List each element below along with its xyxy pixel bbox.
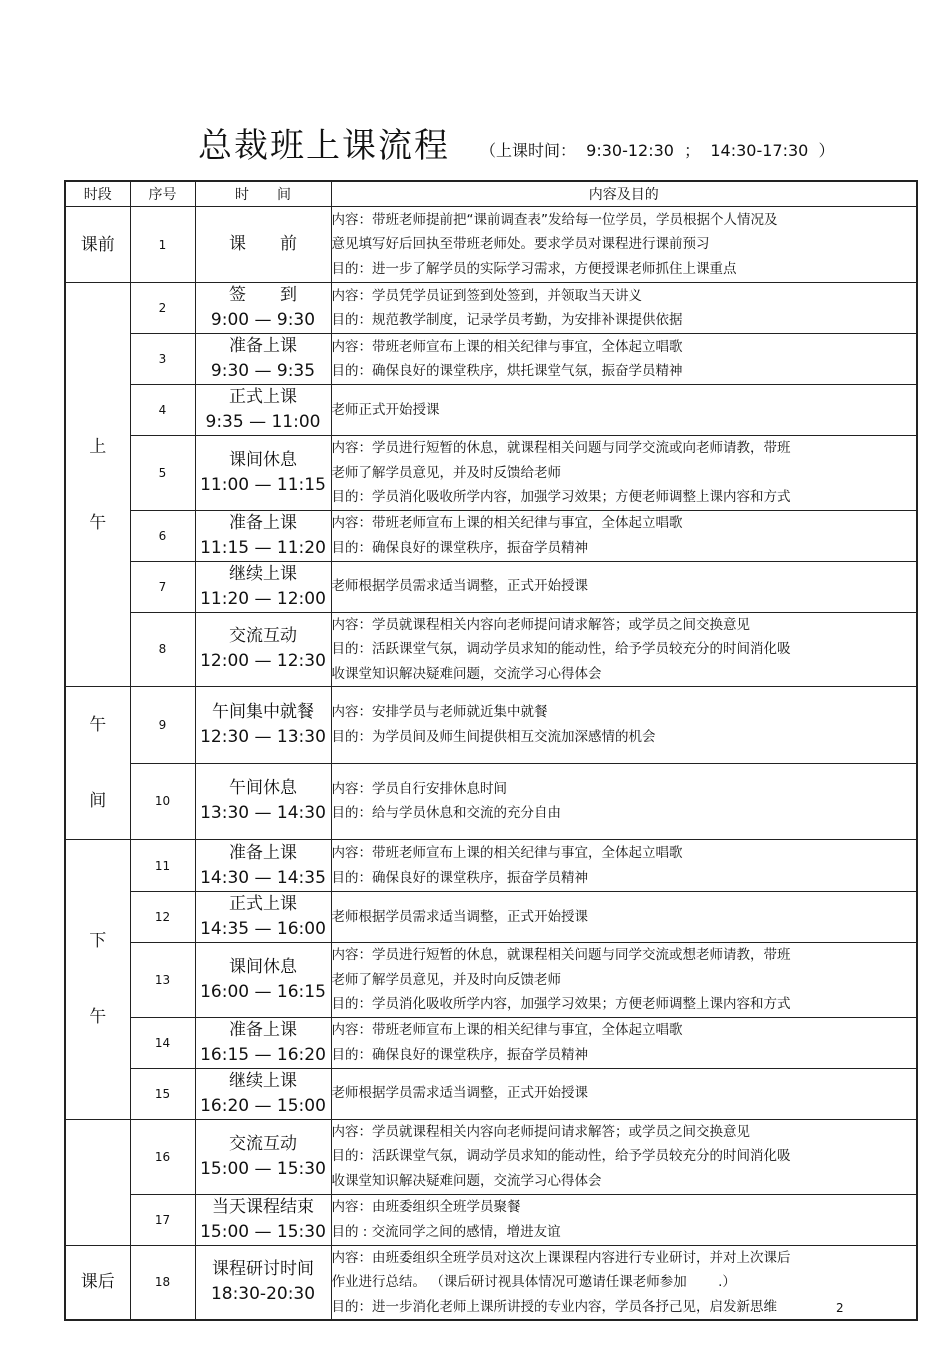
content-cell [331,283,917,334]
table-row [65,561,917,612]
content-line: 老师根据学员需求适当调整，正式开始授课 [331,1085,588,1102]
time-cell [195,1017,331,1068]
time-label: 正式上课 [229,387,297,407]
time-range: 18:30-20:30 [210,1284,316,1305]
content-line: 老师根据学员需求适当调整，正式开始授课 [331,908,588,925]
table-row [65,436,917,511]
row-number: 12 [130,892,195,943]
content-line: 老师根据学员需求适当调整，正式开始授课 [331,578,588,595]
table-row [65,840,917,892]
content-line: 目的：确保良好的课堂秩序，烘托课堂气氛，振奋学员精神 [331,363,683,379]
time-range: 11:20 — 12:00 [200,588,326,609]
segment-afternoon [65,840,130,1120]
content-line: 内容：带班老师宣布上课的相关纪律与事宜，全体起立唱歌 [331,338,683,355]
content-line: 目的：确保良好的课堂秩序，振奋学员精神 [331,869,588,886]
segment-char: 午 [89,512,107,533]
table-row [65,892,917,943]
time-range: 9:00 — 9:30 [210,310,316,330]
header-content: 内容及目的 [331,181,917,207]
row-number: 9 [130,687,195,764]
time-range: 14:30 — 14:35 [200,867,326,888]
time-range: 15:00 — 15:30 [200,1221,326,1242]
time-cell [195,612,331,687]
content-cell [331,1194,917,1245]
content-cell [331,840,917,892]
content-line: 内容：学员进行短暂的休息，就课程相关问题与同学交流或想老师请教，带班 [331,947,791,963]
time-cell [195,1245,331,1320]
time-range: 12:00 — 12:30 [200,651,326,672]
row-number: 16 [130,1119,195,1194]
time-label: 准备上课 [229,1019,297,1040]
table-row [65,334,917,385]
segment-morning [65,283,130,687]
time-cell [195,283,331,334]
table-row [65,943,917,1018]
time-label: 当天课程结束 [212,1196,314,1217]
time-label: 准备上课 [229,336,297,356]
table-row [65,763,917,840]
time-label: 课 前 [229,234,297,254]
content-line: 目的：为学员间及师生间提供相互交流加深感情的机会 [331,728,656,745]
content-line: 内容：安排学员与老师就近集中就餐 [331,704,548,721]
row-number: 18 [130,1245,195,1320]
content-cell [331,1017,917,1068]
content-cell [331,561,917,612]
segment-char: 课前 [80,234,115,255]
content-cell [331,1119,917,1194]
content-line: 收课堂知识解决疑难问题，交流学习心得体会 [331,665,602,682]
schedule-table [64,180,918,1321]
table-row [65,385,917,436]
content-line: 意见填写好后回执至带班老师处。要求学员对课程进行课前预习 [331,236,710,253]
time-label: 正式上课 [229,894,297,914]
time-label: 继续上课 [229,563,297,584]
time-cell [195,436,331,511]
time-label: 午间休息 [229,778,297,799]
content-line: 收课堂知识解决疑难问题，交流学习心得体会 [331,1172,602,1189]
time-label: 课程研讨时间 [212,1259,314,1280]
content-cell [331,1068,917,1119]
time-range: 14:35 — 16:00 [200,919,326,939]
content-line: 目的：学员消化吸收所学内容，加强学习效果；方便老师调整上课内容和方式 [331,996,791,1012]
time-cell [195,1068,331,1119]
time-range: 16:20 — 15:00 [200,1095,326,1116]
time-label: 课间休息 [229,449,297,470]
segment-char: 课后 [80,1272,115,1293]
content-line: 目的：进一步了解学员的实际学习需求，方便授课老师抓住上课重点 [331,260,737,277]
content-line: 内容：带班老师宣布上课的相关纪律与事宜，全体起立唱歌 [331,515,683,531]
content-line: 内容：学员进行短暂的休息，就课程相关问题与同学交流或向老师请教，带班 [331,440,791,456]
content-line: 目的：活跃课堂气氛，调动学员求知的能动性，给予学员较充分的时间消化吸 [331,1148,791,1165]
content-cell [331,334,917,385]
content-line: 内容：带班老师宣布上课的相关纪律与事宜，全体起立唱歌 [331,845,683,861]
table-row [65,1194,917,1245]
time-cell [195,763,331,840]
content-line: 老师正式开始授课 [331,401,440,418]
time-label: 准备上课 [229,512,297,533]
segment-char: 午 [89,715,107,735]
segment-char: 间 [89,791,107,811]
row-number: 3 [130,334,195,385]
header-time: 时 间 [195,181,331,207]
time-label: 签 到 [229,285,297,305]
time-range: 9:35 — 11:00 [205,412,321,432]
time-range: 16:00 — 16:15 [200,981,326,1002]
table-row [65,687,917,764]
page-number: 2 [836,1301,844,1315]
time-cell [195,943,331,1018]
segment-char: 下 [89,931,107,952]
time-cell [195,385,331,436]
content-cell [331,892,917,943]
row-number: 6 [130,510,195,561]
row-number: 15 [130,1068,195,1119]
table-row [65,283,917,334]
content-line: 内容：学员凭学员证到签到处签到，并领取当天讲义 [331,287,642,304]
time-range: 11:15 — 11:20 [200,537,326,558]
row-number: 13 [130,943,195,1018]
content-line: 目的：活跃课堂气氛，调动学员求知的能动性，给予学员较充分的时间消化吸 [331,641,791,657]
content-line: 内容：带班老师宣布上课的相关纪律与事宜，全体起立唱歌 [331,1022,683,1038]
row-number: 14 [130,1017,195,1068]
table-row [65,207,917,283]
table-row [65,1119,917,1194]
content-cell [331,385,917,436]
row-number: 5 [130,436,195,511]
content-line: 内容：由班委组织全班学员聚餐 [331,1199,521,1215]
content-cell [331,207,917,283]
content-line: 目的：确保良好的课堂秩序，振奋学员精神 [331,1046,588,1063]
time-cell [195,1194,331,1245]
time-cell [195,687,331,764]
table-row [65,612,917,687]
content-line: 内容：学员自行安排休息时间 [331,780,507,797]
segment-noon [65,687,130,840]
content-cell [331,687,917,764]
segment-evening [65,1119,130,1245]
table-row [65,510,917,561]
header-segment: 时段 [65,181,130,207]
time-range: 13:30 — 14:30 [200,803,326,824]
content-line: 内容：学员就课程相关内容向老师提问请求解答；或学员之间交换意见 [331,616,750,633]
class-hours: （上课时间： 9:30-12:30 ； 14:30-17:30 ） [480,141,835,160]
content-line: 内容：带班老师提前把“课前调查表”发给每一位学员，学员根据个人情况及 [331,211,778,228]
row-number: 10 [130,763,195,840]
content-line: 老师了解学员意见，并及时反馈给老师 [331,464,561,481]
content-cell [331,612,917,687]
table-header-row [65,181,917,207]
time-range: 12:30 — 13:30 [200,726,326,747]
row-number: 4 [130,385,195,436]
content-cell [331,763,917,840]
time-label: 准备上课 [229,842,297,863]
time-label: 继续上课 [229,1070,297,1091]
content-cell [331,943,917,1018]
time-label: 课间休息 [229,956,297,977]
table-row [65,1068,917,1119]
content-line: 目的：进一步消化老师上课所讲授的专业内容，学员各抒己见，启发新思维 [331,1298,777,1315]
segment-after [65,1245,130,1320]
content-line: 目的：规范教学制度，记录学员考勤，为安排补课提供依据 [331,312,683,328]
row-number: 11 [130,840,195,892]
content-line: 老师了解学员意见，并及时向反馈老师 [331,971,561,988]
time-cell [195,334,331,385]
time-label: 午间集中就餐 [212,701,314,722]
time-range: 9:30 — 9:35 [210,361,316,381]
time-cell [195,561,331,612]
row-number: 1 [130,207,195,283]
segment-char: 上 [89,436,107,457]
row-number: 17 [130,1194,195,1245]
content-line: 目的 : 交流同学之间的感情，增进友谊 [331,1223,561,1240]
content-cell [331,510,917,561]
time-cell [195,840,331,892]
content-line: 内容：学员就课程相关内容向老师提问请求解答；或学员之间交换意见 [331,1123,750,1140]
content-line: 作业进行总结。 （课后研讨视具体情况可邀请任课老师参加 .） [331,1274,736,1290]
time-cell [195,892,331,943]
content-cell [331,436,917,511]
header-number: 序号 [130,181,195,207]
time-label: 交流互动 [229,626,297,647]
row-number: 2 [130,283,195,334]
time-label: 交流互动 [229,1133,297,1154]
row-number: 8 [130,612,195,687]
row-number: 7 [130,561,195,612]
segment-char: 午 [89,1007,107,1028]
time-range: 11:00 — 11:15 [200,474,326,495]
time-range: 16:15 — 16:20 [200,1044,326,1065]
time-cell [195,510,331,561]
content-line: 目的：学员消化吸收所学内容，加强学习效果；方便老师调整上课内容和方式 [331,489,791,505]
content-cell [331,1245,917,1320]
time-range: 15:00 — 15:30 [200,1158,326,1179]
time-cell [195,1119,331,1194]
segment-before [65,207,130,283]
content-line: 目的：给与学员休息和交流的充分自由 [331,805,561,822]
content-line: 内容：由班委组织全班学员对这次上课课程内容进行专业研讨，并对上次课后 [331,1249,791,1266]
page-title: 总裁班上课流程 [198,126,450,166]
table-row [65,1245,917,1320]
table-row [65,1017,917,1068]
content-line: 目的：确保良好的课堂秩序，振奋学员精神 [331,539,588,556]
time-cell [195,207,331,283]
